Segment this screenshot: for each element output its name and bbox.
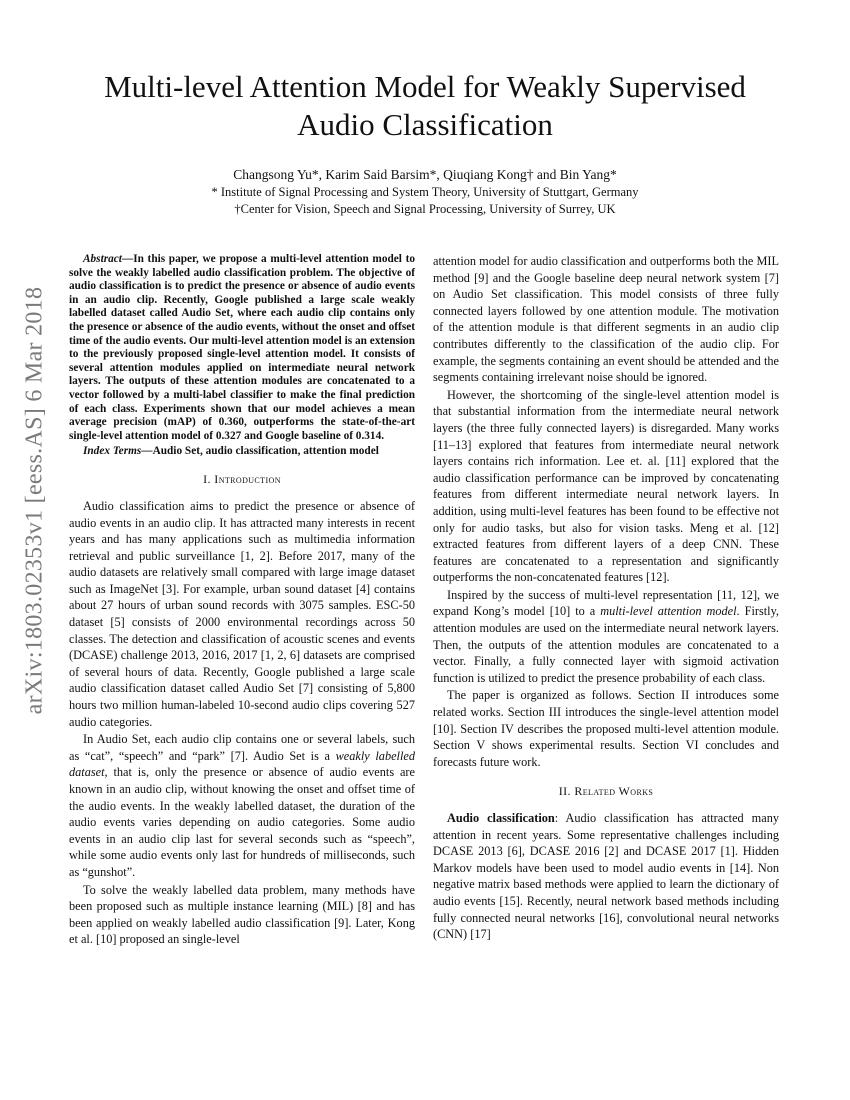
arxiv-identifier [12, 286, 58, 714]
abstract-text: —In this paper, we propose a multi-level attention model to solve the weakly labelled audio classification problem. The objective of audio classification is to predict the presence or absence of audio events in an audio clip. Recently, Google published a large scale weakly labelled dataset called Audio Set, where each audio clip contains only the presence or absence of the audio events, without the onset and offset time of the audio events. Our multi-level attention model is an extension to the previously proposed single-level attention model. It consists of several attention modules applied on intermediate neural network layers. The outputs of these attention modules are concatenated to a vector followed by a multi-label classifier to make the final prediction of each class. Experiments shown that our model achieves a mean average precision (mAP) of 0.360, outperforms the state-of-the-art single-level attention model of 0.327 and Google baseline of 0.314. [69, 253, 415, 442]
right-column [433, 253, 779, 944]
paper-title [60, 68, 790, 144]
title-line-2: Audio Classification [297, 107, 553, 142]
intro-paragraph-6: The paper is organized as follows. Section II introduces some related works. Section III introduces the single-level attention model [10]. Section IV describes the proposed multi-level attention module. Section V shows experimental results. Section VI concludes and forecasts future work. [433, 688, 779, 769]
intro-paragraph-3: To solve the weakly labelled data problem, many methods have been proposed such as multiple instance learning (MIL) [8] and has been applied on weakly labelled audio classification [9]. Later, Kong et al. [10] proposed an single-level [69, 882, 415, 947]
title-line-1: Multi-level Attention Model for Weakly Supervised [104, 69, 746, 104]
index-terms-text: —Audio Set, audio classification, attention model [141, 445, 379, 458]
affiliation-2: †Center for Vision, Speech and Signal Processing, University of Surrey, UK [234, 202, 616, 216]
related-paragraph-1 [433, 810, 779, 943]
related-paragraph-lead: Audio classification [447, 811, 555, 825]
section-heading-related-works: II. Related Works [558, 784, 654, 799]
intro-paragraph-4: However, the shortcoming of the single-level attention model is that substantial information from the intermediate neural network layers (the three fully connected layers) is disregarded. Many works [11–13] explored that features from intermediate neural network layers contains rich information. Lee et. al. [11] explored that the audio classification performance can be improved by concatenating features from different intermediate neural network layers. In addition, using multi-level features has been found to be effective not only for audio tasks, but also for vision tasks. Meng et al. [12] extracted features from different layers of a deep CNN. These features are concatenated to a representation and significantly outperforms the non-concatenated features [12]. [433, 387, 779, 585]
intro-paragraph-3-continued: attention model for audio classification and outperforms both the MIL method [9] and the Google baseline deep neural network system [7] on Audio Set classification. This model consists of three fully connected layers followed by one attention module. The motivation of the attention module is that different segments in an audio clip contributes differently to the classification of the audio clip. For example, the segments containing an event should be attended and the segments containing irrelevant noise should be ignored. [433, 254, 779, 385]
left-column [69, 253, 415, 949]
intro-paragraph-2 [69, 731, 415, 880]
intro-paragraph-5-part-a: Inspired by the success of multi-level representation [11, 12], we expand Kong’s model [10] to a [433, 587, 779, 619]
affiliation-1: * Institute of Signal Processing and System Theory, University of Stuttgart, Germany [211, 185, 639, 199]
related-paragraph-text: : Audio classification has attracted many attention in recent years. Some representative challenges including DCASE 2013 [6], DCASE 2016 [2] and DCASE 2017 [1]. Hidden Markov models have been used to model audio events in [14]. Non negative matrix based methods were applied to learn the dictionary of audio events [15]. Recently, neural network based methods including fully connected neural networks [16], convolutional neural networks (CNN) [17] [433, 811, 780, 942]
intro-paragraph-2-emphasis: weakly labelled dataset [69, 748, 415, 780]
intro-paragraph-2-part-b: , that is, only the presence or absence of audio events are known in an audio clip, without knowing the onset and offset time of the audio events. In the weakly labelled dataset, the duration of the audio events varies depending on audio categories. Some audio events in an audio clip last for several seconds such as “speech”, while some audio events only last for hundreds of milliseconds, such as “gunshot”. [69, 765, 415, 879]
index-terms-label: Index Terms [83, 445, 142, 458]
intro-paragraph-1: Audio classification aims to predict the presence or absence of audio events in an audio clip. It has attracted many interests in recent years and has many applications such as multimedia information retrieval and public surveillance [1, 2]. Before 2017, many of the audio datasets are relatively small compared with large image dataset such as ImageNet [3]. For example, urban sound dataset [4] contains about 27 hours of urban sound records with 3075 samples. ESC-50 dataset [5] consists of 2000 environmental recordings across 50 classes. The detection and classification of acoustic scenes and events (DCASE) challenge 2013, 2016, 2017 [1, 2, 6] datasets are comprised of several hours of data. Recently, Google published a large scale audio classification dataset called Audio Set [7] consisting of 5,800 hours two million human-labeled 10-second audio clips covering 527 audio categories. [69, 498, 415, 729]
abstract [69, 253, 415, 443]
intro-paragraph-5-emphasis: multi-level attention model [600, 604, 737, 619]
section-heading-introduction: I. Introduction [203, 472, 281, 487]
intro-paragraph-5-part-b: . Firstly, attention modules are used on the intermediate neural network layers. Then, the outputs of the attention modules are concatenated to a vector. Finally, a fully connected layer with sigmoid activation function is utilized to predict the presence probability of each class. [433, 604, 780, 685]
index-terms [69, 444, 415, 458]
author-list: Changsong Yu*, Karim Said Barsim*, Qiuqiang Kong† and Bin Yang* [233, 167, 617, 182]
intro-paragraph-5 [433, 587, 779, 687]
intro-paragraph-2-part-a: In Audio Set, each audio clip contains one or several labels, such as “cat”, “speech” and “park” [7]. Audio Set is a [69, 732, 415, 763]
abstract-label: Abstract [83, 253, 122, 265]
paper-header [60, 68, 790, 218]
arxiv-identifier-text: arXiv:1803.02353v1 [eess.AS] 6 Mar 2018 [21, 286, 48, 714]
